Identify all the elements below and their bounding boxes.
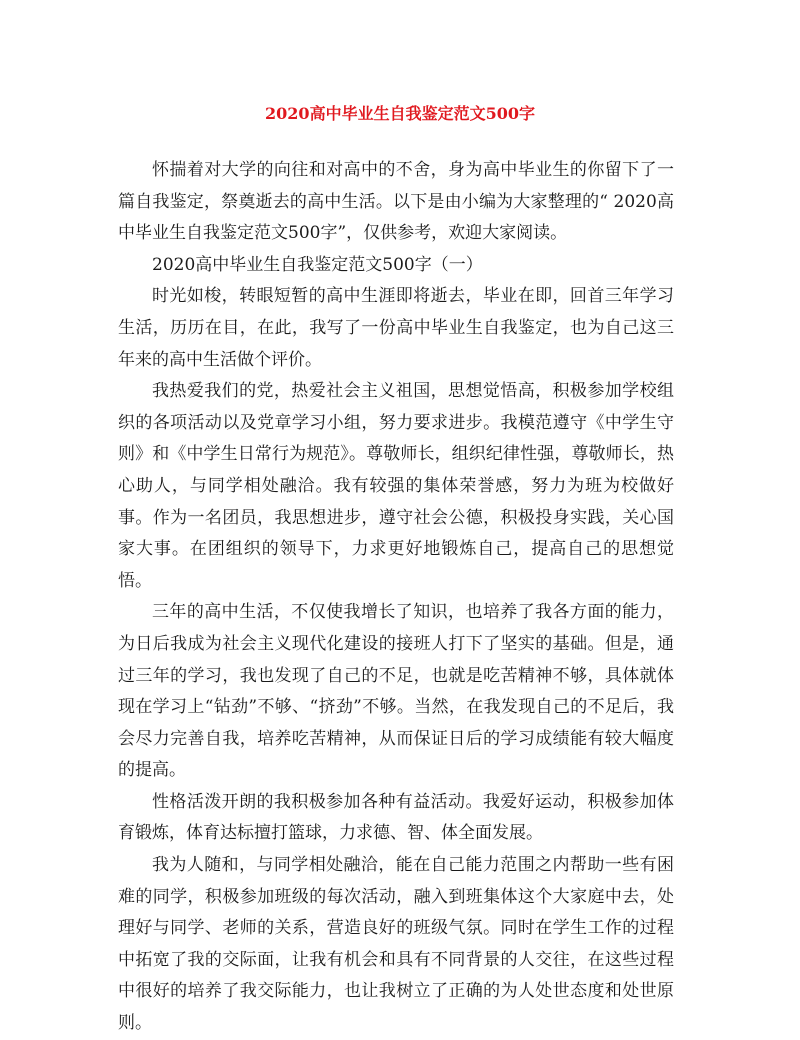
paragraph: 我热爱我们的党，热爱社会主义祖国，思想觉悟高，积极参加学校组织的各项活动以及党章学习小组，努力要求进步。我模范遵守《中学生守则》和《中学生日常行为规范》。尊敬师长，组织纪律性强，尊敬师长，热心助人，与同学相处融洽。我有较强的集体荣誉感，努力为班为校做好事。作为一名团员，我思想进步，遵守社会公德，积极投身实践，关心国家大事。在团组织的领导下，力求更好地锻炼自己，提高自己的思想觉悟。 — [118, 381, 674, 591]
document-title: 2020高中毕业生自我鉴定范文500字 — [265, 104, 535, 123]
section-heading: 2020高中毕业生自我鉴定范文500字（一） — [152, 254, 483, 275]
document-body — [118, 155, 674, 1040]
paragraph: 我为人随和，与同学相处融洽，能在自己能力范围之内帮助一些有困难的同学，积极参加班级的每次活动，融入到班集体这个大家庭中去，处理好与同学、老师的关系，营造良好的班级气氛。同时在学生工作的过程中拓宽了我的交际面，让我有机会和具有不同背景的人交往，在这些过程中很好的培养了我交际能力，也让我树立了正确的为人处世态度和处世原则。 — [118, 855, 674, 1034]
paragraph-intro: 怀揣着对大学的向往和对高中的不舍，身为高中毕业生的你留下了一篇自我鉴定，祭奠逝去的高中生活。以下是由小编为大家整理的“ 2020高中毕业生自我鉴定范文500字”，仅供参考，欢迎大家阅读。 — [118, 160, 674, 244]
paragraph: 性格活泼开朗的我积极参加各种有益活动。我爱好运动，积极参加体育锻炼，体育达标擅打篮球，力求德、智、体全面发展。 — [118, 791, 674, 844]
paragraph: 时光如梭，转眼短暂的高中生涯即将逝去，毕业在即，回首三年学习生活，历历在目，在此，我写了一份高中毕业生自我鉴定，也为自己这三年来的高中生活做个评价。 — [118, 286, 674, 370]
paragraph: 三年的高中生活，不仅使我增长了知识，也培养了我各方面的能力，为日后我成为社会主义现代化建设的接班人打下了坚实的基础。但是，通过三年的学习，我也发现了自己的不足，也就是吃苦精神不够，具体就体现在学习上“钻劲”不够、“挤劲”不够。当然，在我发现自己的不足后，我会尽力完善自我，培养吃苦精神，从而保证日后的学习成绩能有较大幅度的提高。 — [118, 602, 674, 781]
